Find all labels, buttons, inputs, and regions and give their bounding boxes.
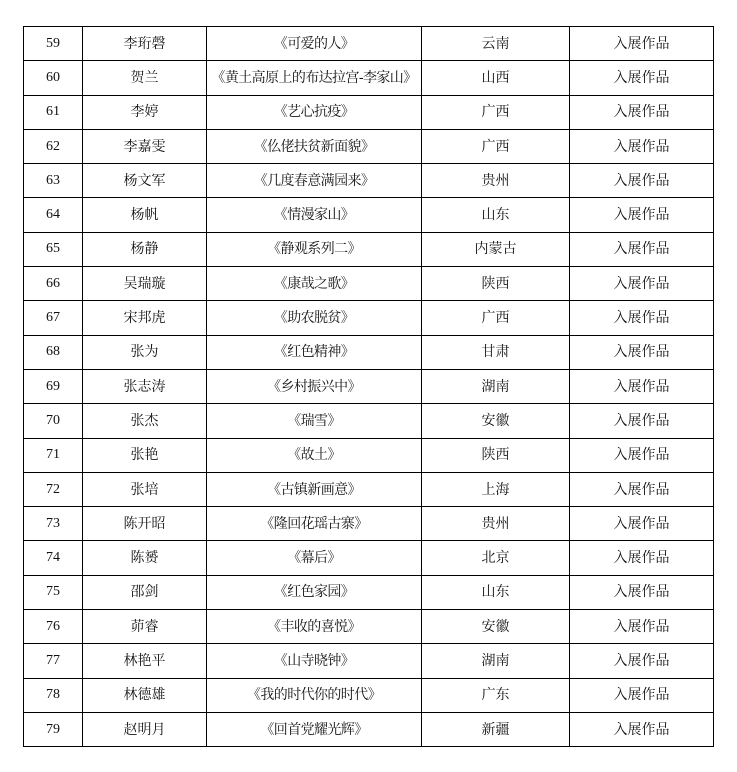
cell-number: 65 (24, 232, 83, 266)
cell-artist-name: 邵剑 (83, 575, 207, 609)
cell-work-title: 《几度春意满园来》 (207, 164, 422, 198)
cell-artist-name: 茆睿 (83, 610, 207, 644)
cell-region: 云南 (422, 27, 570, 61)
cell-artist-name: 张杰 (83, 404, 207, 438)
table-row (24, 198, 714, 232)
cell-region: 新疆 (422, 712, 570, 746)
cell-number: 67 (24, 301, 83, 335)
cell-status: 入展作品 (570, 95, 714, 129)
cell-artist-name: 李珩磬 (83, 27, 207, 61)
cell-work-title: 《回首党耀光辉》 (207, 712, 422, 746)
cell-number: 61 (24, 95, 83, 129)
cell-work-title: 《情漫家山》 (207, 198, 422, 232)
cell-number: 71 (24, 438, 83, 472)
cell-artist-name: 赵明月 (83, 712, 207, 746)
cell-region: 安徽 (422, 404, 570, 438)
table-row (24, 541, 714, 575)
cell-work-title: 《红色精神》 (207, 335, 422, 369)
cell-region: 广西 (422, 301, 570, 335)
cell-work-title: 《乡村振兴中》 (207, 369, 422, 403)
cell-region: 陕西 (422, 267, 570, 301)
table-row (24, 404, 714, 438)
cell-number: 76 (24, 610, 83, 644)
cell-work-title: 《幕后》 (207, 541, 422, 575)
cell-work-title: 《可爱的人》 (207, 27, 422, 61)
cell-number: 77 (24, 644, 83, 678)
cell-number: 78 (24, 678, 83, 712)
cell-region: 广东 (422, 678, 570, 712)
cell-number: 72 (24, 472, 83, 506)
cell-artist-name: 林艳平 (83, 644, 207, 678)
cell-number: 68 (24, 335, 83, 369)
table-row (24, 301, 714, 335)
cell-region: 湖南 (422, 644, 570, 678)
cell-work-title: 《隆回花瑶古寨》 (207, 507, 422, 541)
table-row (24, 129, 714, 163)
table-row (24, 369, 714, 403)
cell-status: 入展作品 (570, 610, 714, 644)
cell-status: 入展作品 (570, 644, 714, 678)
cell-region: 贵州 (422, 164, 570, 198)
cell-region: 湖南 (422, 369, 570, 403)
cell-artist-name: 张艳 (83, 438, 207, 472)
cell-region: 广西 (422, 95, 570, 129)
table-row (24, 164, 714, 198)
cell-work-title: 《丰收的喜悦》 (207, 610, 422, 644)
table-row (24, 27, 714, 61)
table-row (24, 507, 714, 541)
exhibition-results-table (23, 26, 714, 747)
table-row (24, 575, 714, 609)
cell-status: 入展作品 (570, 712, 714, 746)
cell-status: 入展作品 (570, 369, 714, 403)
cell-region: 安徽 (422, 610, 570, 644)
table-row (24, 232, 714, 266)
cell-artist-name: 陈赟 (83, 541, 207, 575)
cell-region: 广西 (422, 129, 570, 163)
cell-region: 陕西 (422, 438, 570, 472)
cell-region: 贵州 (422, 507, 570, 541)
cell-work-title: 《仫佬扶贫新面貌》 (207, 129, 422, 163)
cell-number: 69 (24, 369, 83, 403)
cell-work-title: 《康哉之歌》 (207, 267, 422, 301)
cell-status: 入展作品 (570, 61, 714, 95)
cell-work-title: 《黄土高原上的布达拉宫-李家山》 (207, 61, 422, 95)
cell-artist-name: 吴瑞璇 (83, 267, 207, 301)
cell-status: 入展作品 (570, 678, 714, 712)
cell-status: 入展作品 (570, 198, 714, 232)
cell-work-title: 《红色家园》 (207, 575, 422, 609)
cell-work-title: 《山寺晓钟》 (207, 644, 422, 678)
cell-work-title: 《故土》 (207, 438, 422, 472)
cell-artist-name: 李嘉雯 (83, 129, 207, 163)
cell-artist-name: 贺兰 (83, 61, 207, 95)
table-row (24, 438, 714, 472)
table-row (24, 95, 714, 129)
cell-artist-name: 宋邦虎 (83, 301, 207, 335)
cell-status: 入展作品 (570, 507, 714, 541)
cell-artist-name: 李婷 (83, 95, 207, 129)
cell-number: 62 (24, 129, 83, 163)
cell-work-title: 《艺心抗疫》 (207, 95, 422, 129)
cell-artist-name: 张培 (83, 472, 207, 506)
cell-region: 山东 (422, 198, 570, 232)
cell-work-title: 《古镇新画意》 (207, 472, 422, 506)
cell-region: 山东 (422, 575, 570, 609)
cell-work-title: 《我的时代你的时代》 (207, 678, 422, 712)
cell-status: 入展作品 (570, 335, 714, 369)
cell-status: 入展作品 (570, 164, 714, 198)
cell-number: 70 (24, 404, 83, 438)
cell-region: 北京 (422, 541, 570, 575)
cell-number: 75 (24, 575, 83, 609)
cell-status: 入展作品 (570, 27, 714, 61)
cell-artist-name: 张为 (83, 335, 207, 369)
cell-work-title: 《瑞雪》 (207, 404, 422, 438)
cell-work-title: 《助农脱贫》 (207, 301, 422, 335)
table-row (24, 335, 714, 369)
cell-status: 入展作品 (570, 541, 714, 575)
cell-status: 入展作品 (570, 267, 714, 301)
table-row (24, 610, 714, 644)
cell-number: 74 (24, 541, 83, 575)
cell-number: 79 (24, 712, 83, 746)
cell-work-title: 《静观系列二》 (207, 232, 422, 266)
table-row (24, 644, 714, 678)
cell-number: 59 (24, 27, 83, 61)
cell-status: 入展作品 (570, 301, 714, 335)
table-body (24, 27, 714, 747)
table-row (24, 267, 714, 301)
cell-artist-name: 林德雄 (83, 678, 207, 712)
table-row (24, 61, 714, 95)
results-document (23, 26, 713, 747)
cell-region: 上海 (422, 472, 570, 506)
cell-status: 入展作品 (570, 129, 714, 163)
cell-status: 入展作品 (570, 404, 714, 438)
table-row (24, 712, 714, 746)
cell-number: 63 (24, 164, 83, 198)
cell-number: 60 (24, 61, 83, 95)
cell-region: 内蒙古 (422, 232, 570, 266)
cell-region: 甘肃 (422, 335, 570, 369)
cell-artist-name: 杨文军 (83, 164, 207, 198)
cell-number: 64 (24, 198, 83, 232)
cell-status: 入展作品 (570, 232, 714, 266)
cell-artist-name: 张志涛 (83, 369, 207, 403)
cell-region: 山西 (422, 61, 570, 95)
cell-status: 入展作品 (570, 472, 714, 506)
table-row (24, 678, 714, 712)
cell-number: 73 (24, 507, 83, 541)
cell-status: 入展作品 (570, 438, 714, 472)
cell-artist-name: 杨静 (83, 232, 207, 266)
cell-status: 入展作品 (570, 575, 714, 609)
table-row (24, 472, 714, 506)
cell-artist-name: 杨帆 (83, 198, 207, 232)
cell-number: 66 (24, 267, 83, 301)
cell-artist-name: 陈开昭 (83, 507, 207, 541)
